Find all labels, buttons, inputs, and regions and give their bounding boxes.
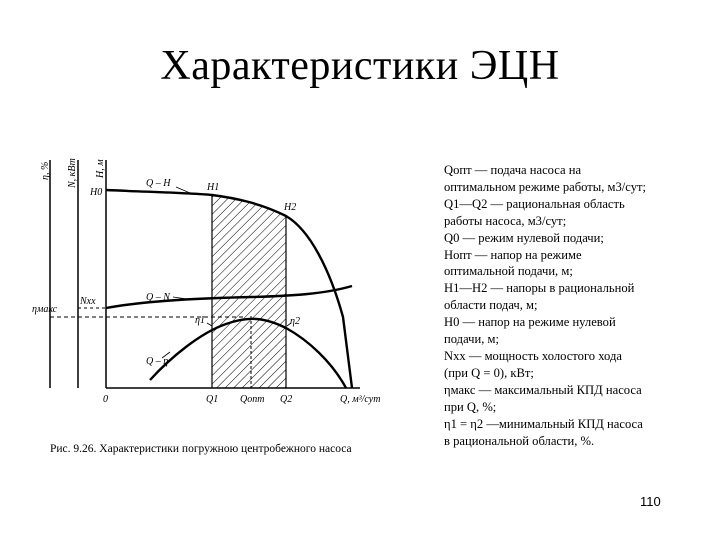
- legend-line: Q0 — режим нулевой подачи;: [444, 230, 604, 245]
- legend-line: оптимальном режиме работы, м3/сут;: [444, 179, 647, 194]
- qopt-label: Qопт: [240, 394, 265, 405]
- legend-line: при Q, %;: [444, 399, 497, 414]
- legend-line: работы насоса, м3/сут;: [444, 213, 567, 228]
- legend-line: Nхх — мощность холостого хода: [444, 348, 622, 363]
- q-h-label: Q – H: [146, 178, 171, 189]
- pump-characteristics-diagram: [32, 140, 440, 470]
- nxx-label: Nхх: [80, 296, 96, 307]
- legend-line: Н1—Н2 — напоры в рациональной: [444, 281, 635, 296]
- eta1-leader: [207, 323, 212, 326]
- q2-label: Q2: [280, 394, 293, 405]
- page-number: 110: [640, 494, 661, 509]
- rational-zone-hatch: [212, 195, 286, 388]
- eta1-label: η1: [195, 315, 205, 326]
- q-n-label: Q – N: [146, 292, 170, 303]
- eta-max-label: ηмакс: [32, 304, 58, 315]
- legend-line: области подач, м;: [444, 298, 538, 313]
- legend-line: оптимальной подачи, м;: [444, 264, 573, 279]
- q-axis-label: Q, м³/сут: [340, 394, 381, 405]
- h-axis-label: H, м: [95, 159, 106, 178]
- q-n-leader: [173, 297, 187, 299]
- eta2-label: η2: [290, 316, 300, 327]
- legend-line: (при Q = 0), кВт;: [444, 365, 534, 380]
- pump-characteristics-figure: [32, 140, 440, 470]
- legend-line: ηмакс — максимальный КПД насоса: [444, 382, 642, 397]
- h0-label: H0: [90, 187, 103, 198]
- q1-label: Q1: [206, 394, 219, 405]
- legend-text-block: [444, 162, 706, 449]
- legend-line: Нопт — напор на режиме: [444, 247, 582, 262]
- zero-label: 0: [103, 394, 108, 405]
- legend-line: Н0 — напор на режиме нулевой: [444, 315, 616, 330]
- eta-axis-label: η, %: [40, 161, 51, 180]
- slide-title: Характеристики ЭЦН: [160, 43, 560, 89]
- legend-line: Q1—Q2 — рациональная область: [444, 196, 625, 211]
- legend-line: Qопт — подача насоса на: [444, 163, 582, 177]
- h2-label: H2: [284, 202, 297, 213]
- legend-line: η1 = η2 —минимальный КПД насоса: [444, 416, 643, 431]
- q-eta-label: Q – η: [146, 356, 169, 367]
- h1-label: H1: [207, 182, 220, 193]
- figure-caption: Рис. 9.26. Характеристики погружною центробежного насоса: [50, 443, 352, 455]
- legend-line: подачи, м;: [444, 332, 500, 347]
- legend-line: в рациональной области, %.: [444, 433, 595, 448]
- n-axis-label: N, кВт: [67, 158, 78, 188]
